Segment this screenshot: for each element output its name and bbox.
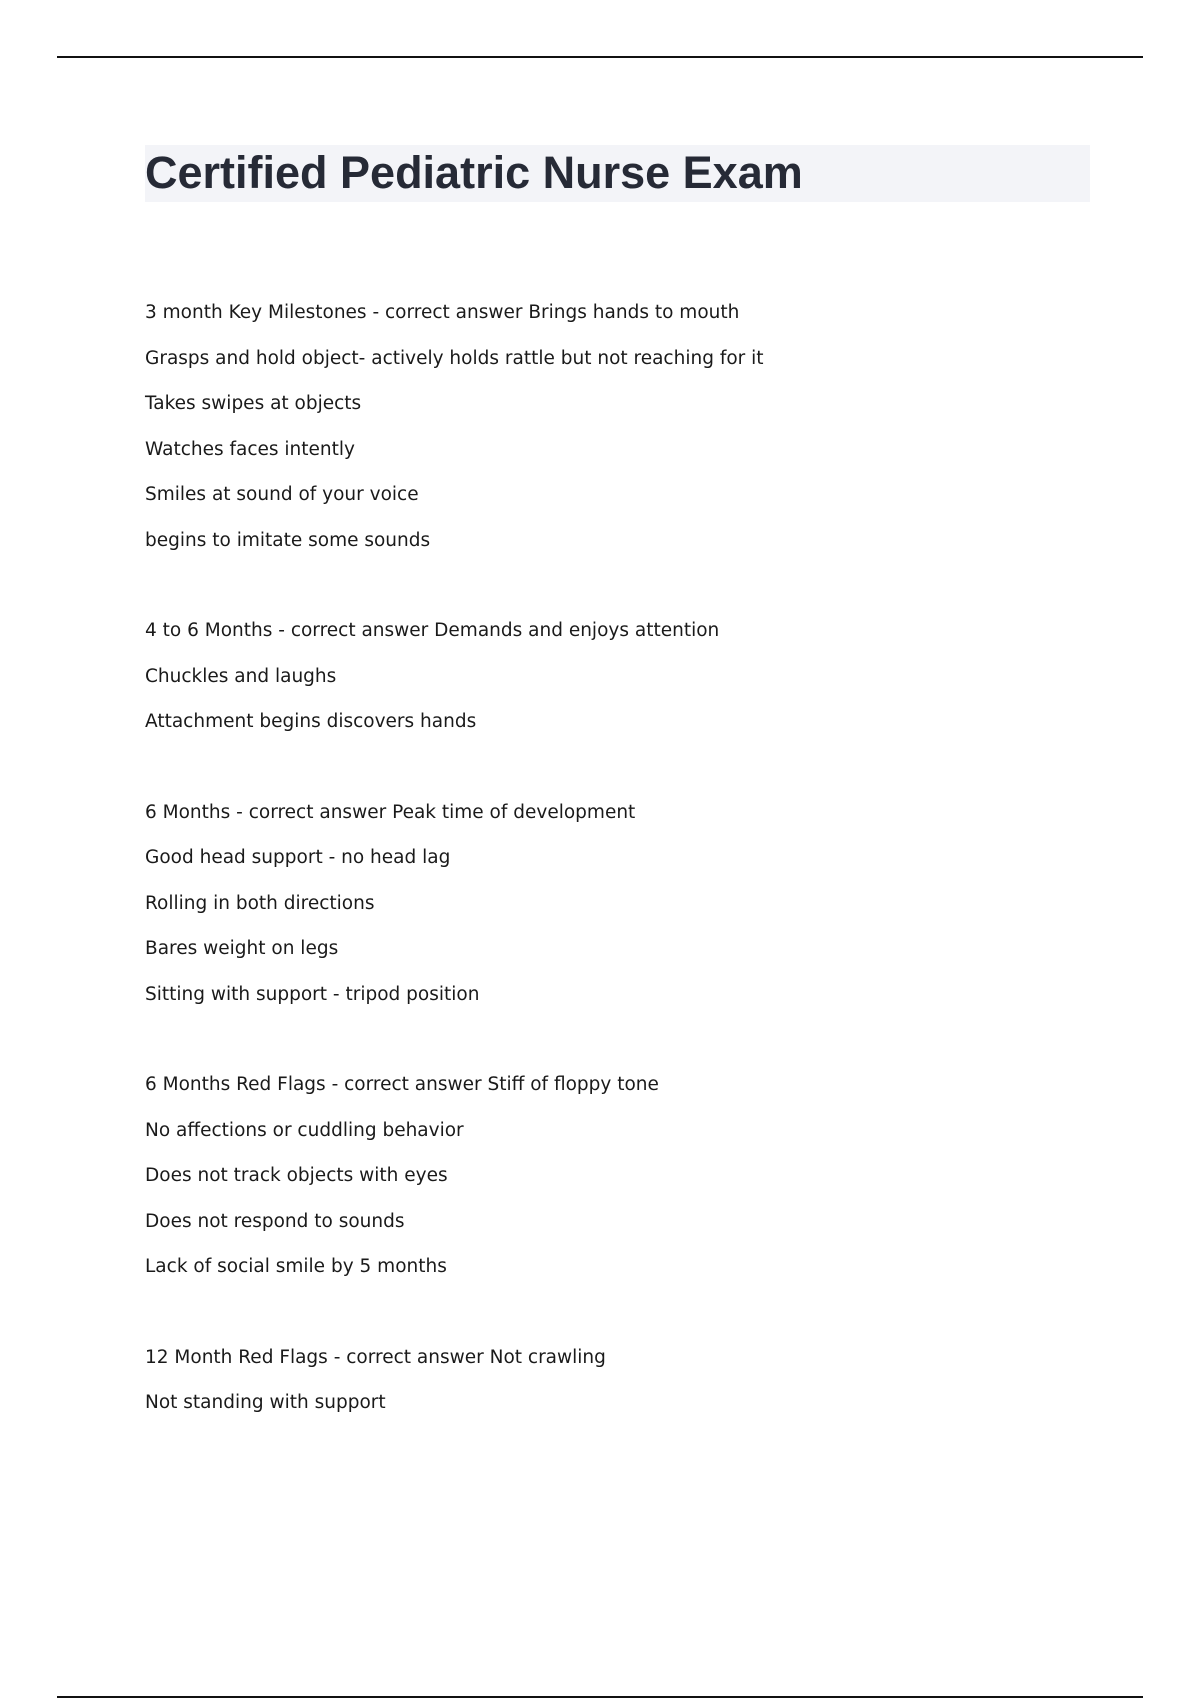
text-line: Sitting with support - tripod position xyxy=(145,983,480,1005)
section-4-to-6-months xyxy=(145,608,1105,745)
text-line: begins to imitate some sounds xyxy=(145,529,431,551)
text-line: Lack of social smile by 5 months xyxy=(145,1256,447,1277)
text-line: 12 Month Red Flags - correct answer Not crawling xyxy=(145,1346,606,1368)
text-line: No affections or cuddling behavior xyxy=(145,1119,464,1141)
text-line: 4 to 6 Months - correct answer Demands and enjoys attention xyxy=(145,620,720,641)
header-rule xyxy=(57,56,1143,58)
section-6-months-red-flags xyxy=(145,1062,1105,1290)
text-line: Not standing with support xyxy=(145,1392,386,1413)
section-6-months xyxy=(145,790,1105,1018)
text-line: 6 Months - correct answer Peak time of development xyxy=(145,801,636,823)
text-line: Rolling in both directions xyxy=(145,892,375,914)
text-line: Good head support - no head lag xyxy=(145,847,451,868)
text-line: Does not track objects with eyes xyxy=(145,1165,448,1186)
text-line: Takes swipes at objects xyxy=(145,393,362,414)
title-banner xyxy=(145,145,1090,202)
section-3-month-milestones xyxy=(145,290,1105,563)
text-line: Smiles at sound of your voice xyxy=(145,484,419,505)
text-line: Attachment begins discovers hands xyxy=(145,711,477,732)
text-line: 6 Months Red Flags - correct answer Stiff of floppy tone xyxy=(145,1074,659,1095)
text-line: 3 month Key Milestones - correct answer Brings hands to mouth xyxy=(145,302,740,323)
text-line: Bares weight on legs xyxy=(145,938,339,959)
text-line: Does not respond to sounds xyxy=(145,1210,405,1232)
footer-rule xyxy=(57,1696,1143,1698)
text-line: Watches faces intently xyxy=(145,438,355,460)
text-line: Grasps and hold object- actively holds rattle but not reaching for it xyxy=(145,347,764,369)
section-12-month-red-flags xyxy=(145,1335,1105,1426)
document-title: Certified Pediatric Nurse Exam xyxy=(145,147,803,198)
document-body xyxy=(145,290,1105,1471)
text-line: Chuckles and laughs xyxy=(145,665,337,687)
